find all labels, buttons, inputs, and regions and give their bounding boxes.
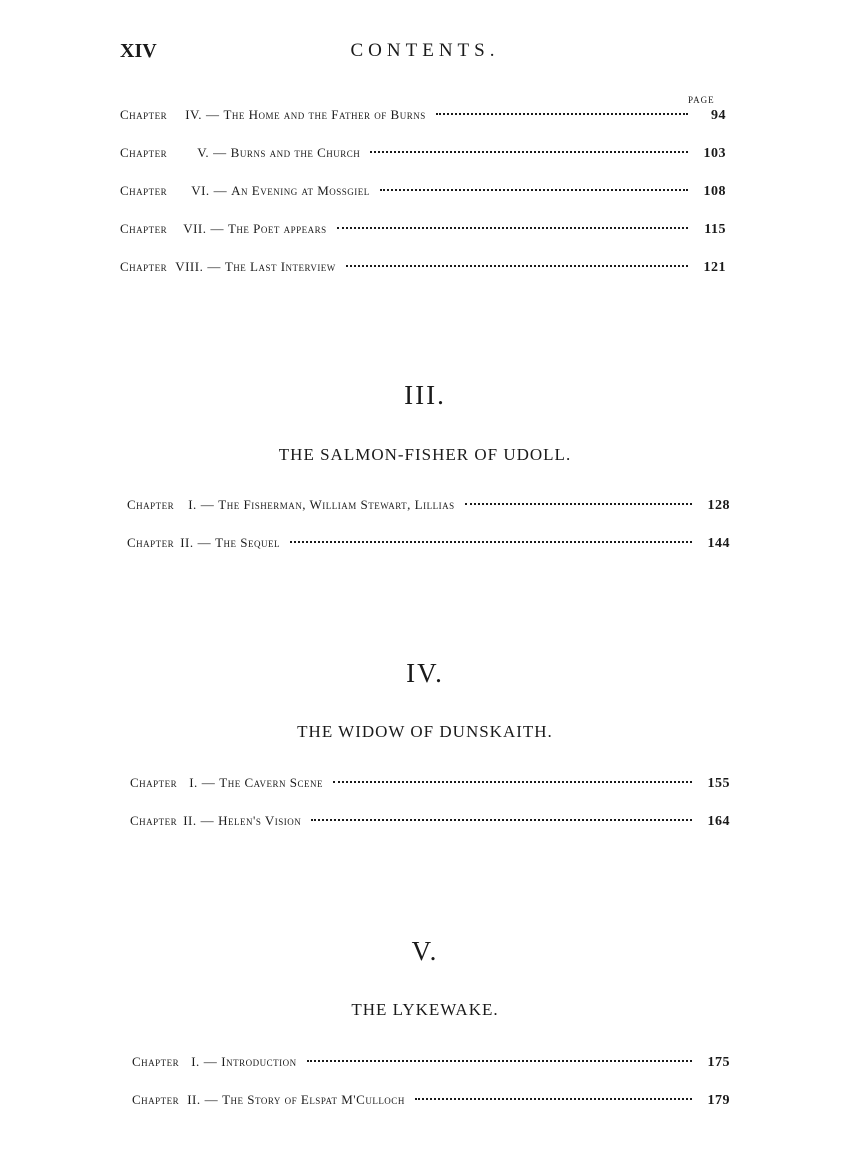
page-ref: 103 <box>703 146 726 161</box>
chapter-title: Burns and the Church <box>230 145 361 160</box>
section-title: THE SALMON-FISHER OF UDOLL. <box>278 445 572 464</box>
chapter-title: The Home and the Father of Burns <box>223 107 426 122</box>
section-numeral: IV. <box>406 658 444 688</box>
page-ref: 108 <box>703 184 726 199</box>
dash: — <box>204 1092 219 1107</box>
chapter-word: Chapter <box>132 1054 180 1069</box>
chapter-number: I. <box>189 775 198 790</box>
chapter-word: Chapter <box>127 535 175 550</box>
page-ref: 179 <box>707 1093 730 1108</box>
dash: — <box>213 183 228 198</box>
toc-row <box>120 183 726 200</box>
chapter-number: I. <box>188 497 197 512</box>
dash: — <box>200 497 215 512</box>
chapter-word: Chapter <box>132 1092 180 1107</box>
dot-leader <box>346 265 688 267</box>
dot-leader <box>333 781 692 783</box>
dash: — <box>197 535 212 550</box>
chapter-title: The Last Interview <box>224 259 336 274</box>
chapter-word: Chapter <box>120 183 168 198</box>
section-title: THE LYKEWAKE. <box>351 1000 499 1019</box>
dash: — <box>203 1054 218 1069</box>
dot-leader <box>436 113 688 115</box>
dash: — <box>207 259 221 274</box>
toc-row <box>132 1054 730 1071</box>
chapter-number: VII. <box>183 221 207 236</box>
section-numeral: V. <box>411 936 439 966</box>
dot-leader <box>337 227 688 229</box>
dash: — <box>213 145 227 160</box>
dash: — <box>200 813 215 828</box>
toc-row <box>127 497 730 514</box>
toc-row <box>120 145 726 162</box>
chapter-number: II. <box>180 535 194 550</box>
chapter-title: An Evening at Mossgiel <box>231 183 370 198</box>
page-ref: 164 <box>707 814 730 829</box>
dot-leader <box>465 503 692 505</box>
chapter-number: VI. <box>191 183 210 198</box>
page-ref: 155 <box>707 776 730 791</box>
page-ref: 115 <box>704 222 726 237</box>
dash: — <box>201 775 216 790</box>
dot-leader <box>415 1098 692 1100</box>
toc-row <box>132 1092 730 1109</box>
dot-leader <box>311 819 692 821</box>
page-ref: 121 <box>703 260 726 275</box>
chapter-title: The Poet appears <box>227 221 327 236</box>
toc-row <box>130 775 730 792</box>
page-number: XIV <box>120 40 157 62</box>
page-ref: 128 <box>707 498 730 513</box>
page-ref: 94 <box>711 108 726 123</box>
chapter-number: V. <box>197 145 210 160</box>
chapter-word: Chapter <box>127 497 175 512</box>
dot-leader <box>380 189 688 191</box>
page-ref: 175 <box>707 1055 730 1070</box>
page-column-label: PAGE <box>688 95 715 105</box>
section-title: THE WIDOW OF DUNSKAITH. <box>297 722 553 741</box>
chapter-number: IV. <box>185 107 202 122</box>
chapter-number: I. <box>191 1054 200 1069</box>
chapter-title: Helen's Vision <box>218 813 302 828</box>
chapter-number: VIII. <box>175 259 204 274</box>
chapter-number: II. <box>183 813 197 828</box>
section-numeral: III. <box>404 380 446 410</box>
toc-row <box>130 813 730 830</box>
chapter-word: Chapter <box>120 259 168 274</box>
dot-leader <box>290 541 692 543</box>
dot-leader <box>307 1060 692 1062</box>
chapter-word: Chapter <box>130 813 178 828</box>
running-head: CONTENTS. <box>350 40 500 61</box>
toc-row <box>120 221 726 238</box>
chapter-title: The Fisherman, William Stewart, Lillias <box>218 497 455 512</box>
dot-leader <box>370 151 688 153</box>
chapter-word: Chapter <box>120 145 168 160</box>
dash: — <box>205 107 220 122</box>
chapter-word: Chapter <box>120 107 168 122</box>
dash: — <box>210 221 224 236</box>
toc-row <box>120 259 726 276</box>
chapter-title: The Story of Elspat M'Culloch <box>222 1092 405 1107</box>
chapter-title: The Cavern Scene <box>219 775 323 790</box>
chapter-word: Chapter <box>130 775 178 790</box>
toc-row <box>120 107 726 124</box>
toc-row <box>127 535 730 552</box>
chapter-title: Introduction <box>221 1054 297 1069</box>
chapter-word: Chapter <box>120 221 168 236</box>
chapter-number: II. <box>187 1092 201 1107</box>
page-ref: 144 <box>707 536 730 551</box>
chapter-title: The Sequel <box>215 535 281 550</box>
